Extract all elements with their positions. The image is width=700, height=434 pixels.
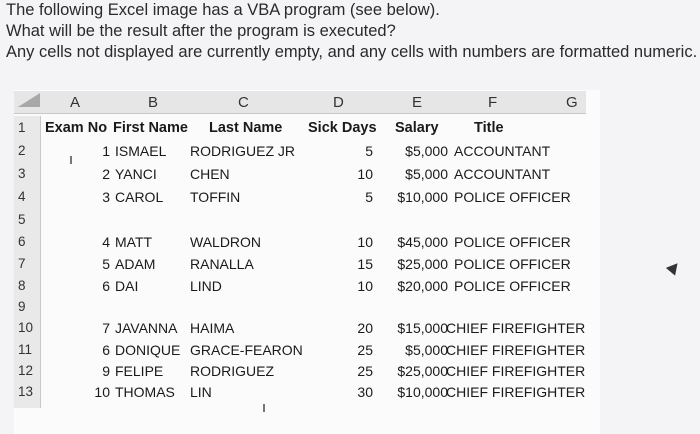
column-header-f: F	[488, 94, 498, 111]
cell-first-name: FELIPE	[115, 363, 164, 379]
cell-title: CHIEF FIREFIGHTER	[446, 320, 586, 336]
cell-exam-no: 6	[102, 342, 110, 358]
column-header-c: C	[238, 94, 249, 111]
cell-salary: $15,000	[397, 320, 448, 336]
cell-exam-no: 1	[102, 143, 110, 159]
cell-salary: $10,000	[397, 384, 448, 400]
cell-salary: $25,000	[397, 256, 448, 272]
column-header-bar	[14, 91, 586, 114]
row-number: 13	[18, 384, 34, 399]
cell-first-name: THOMAS	[115, 384, 175, 400]
cell-last-name: HAIMA	[190, 320, 235, 336]
cell-first-name: JAVANNA	[115, 320, 178, 336]
cell-last-name: GRACE-FEARON	[190, 342, 303, 358]
cell-sick-days: 20	[357, 320, 373, 336]
cell-title: POLICE OFFICER	[454, 256, 571, 272]
cell-last-name: RODRIGUEZ JR	[190, 143, 295, 159]
cell-first-name: YANCI	[115, 166, 157, 182]
cell-exam-no: 3	[102, 189, 110, 205]
cell-marker	[70, 156, 72, 164]
cell-first-name: CAROL	[115, 189, 164, 205]
cell-salary: $5,000	[405, 166, 448, 182]
cell-exam-no: 6	[102, 278, 110, 294]
column-header-e: E	[412, 94, 423, 111]
select-all-corner	[18, 93, 40, 107]
cell-salary: $45,000	[397, 234, 448, 250]
cell-title: POLICE OFFICER	[454, 278, 571, 294]
row-number: 10	[18, 320, 34, 335]
row-number: 9	[18, 299, 26, 314]
cell-first-name: MATT	[115, 234, 153, 250]
cell-title: CHIEF FIREFIGHTER	[446, 384, 586, 400]
cell-last-name: TOFFIN	[190, 189, 241, 205]
cell-salary: $25,000	[397, 363, 448, 379]
column-header-b: B	[148, 94, 159, 111]
cell-sick-days: 30	[357, 384, 373, 400]
cell-title: ACCOUNTANT	[454, 166, 551, 182]
cell-title: POLICE OFFICER	[454, 189, 571, 205]
cell-title: ACCOUNTANT	[454, 143, 551, 159]
cell-exam-no: 2	[102, 166, 110, 182]
header-salary: Salary	[395, 120, 439, 136]
cell-first-name: ADAM	[115, 256, 156, 272]
cell-sick-days: 15	[357, 256, 373, 272]
row-number: 3	[18, 166, 26, 181]
row-number: 7	[18, 256, 26, 271]
cell-sick-days: 10	[357, 234, 373, 250]
cell-sick-days: 25	[357, 342, 373, 358]
cell-exam-no: 4	[102, 234, 110, 250]
cell-salary: $5,000	[405, 342, 448, 358]
cell-last-name: LIND	[190, 278, 222, 294]
column-header-g: G	[566, 94, 578, 111]
cell-last-name: CHEN	[190, 166, 230, 182]
cell-last-name: RANALLA	[190, 256, 254, 272]
row-number: 6	[18, 234, 26, 249]
row-number: 4	[18, 189, 26, 204]
cell-exam-no: 10	[94, 384, 110, 400]
header-first-name: First Name	[113, 120, 188, 136]
cell-last-name: RODRIGUEZ	[190, 363, 274, 379]
header-sick-days: Sick Days	[308, 120, 377, 136]
row-number: 1	[18, 120, 26, 135]
cell-title: CHIEF FIREFIGHTER	[446, 363, 586, 379]
cell-title: POLICE OFFICER	[454, 234, 571, 250]
header-title: Title	[474, 120, 504, 136]
cell-first-name: DONIQUE	[115, 342, 181, 358]
row-number: 11	[18, 342, 33, 357]
question-line-3: Any cells not displayed are currently empty, and any cells with numbers are formatted numeric.	[6, 43, 698, 61]
question-line-2: What will be the result after the program is executed?	[6, 22, 396, 40]
row-number: 5	[18, 212, 26, 227]
cell-sick-days: 10	[357, 166, 373, 182]
column-header-d: D	[333, 94, 344, 111]
header-exam-no: Exam No	[45, 120, 108, 136]
cell-sick-days: 25	[357, 363, 373, 379]
cell-salary: $10,000	[397, 189, 448, 205]
cell-title: CHIEF FIREFIGHTER	[446, 342, 586, 358]
question-line-1: The following Excel image has a VBA program (see below).	[6, 1, 440, 19]
row-number: 12	[18, 363, 34, 378]
cell-marker	[263, 404, 265, 412]
cell-sick-days: 5	[365, 189, 373, 205]
cell-exam-no: 9	[102, 363, 110, 379]
header-last-name: Last Name	[209, 120, 283, 136]
cell-first-name: DAI	[115, 278, 139, 294]
cell-salary: $20,000	[397, 278, 448, 294]
cell-exam-no: 7	[102, 320, 110, 336]
cell-sick-days: 10	[357, 278, 373, 294]
column-header-a: A	[70, 94, 81, 111]
cell-last-name: WALDRON	[190, 234, 262, 250]
cell-exam-no: 5	[102, 256, 110, 272]
cell-last-name: LIN	[190, 384, 212, 400]
cell-salary: $5,000	[405, 143, 448, 159]
cell-sick-days: 5	[365, 143, 373, 159]
row-number: 2	[18, 143, 26, 158]
row-number: 8	[18, 278, 26, 293]
cell-first-name: ISMAEL	[115, 143, 167, 159]
question-text	[6, 0, 696, 63]
mouse-pointer-icon	[666, 259, 682, 275]
